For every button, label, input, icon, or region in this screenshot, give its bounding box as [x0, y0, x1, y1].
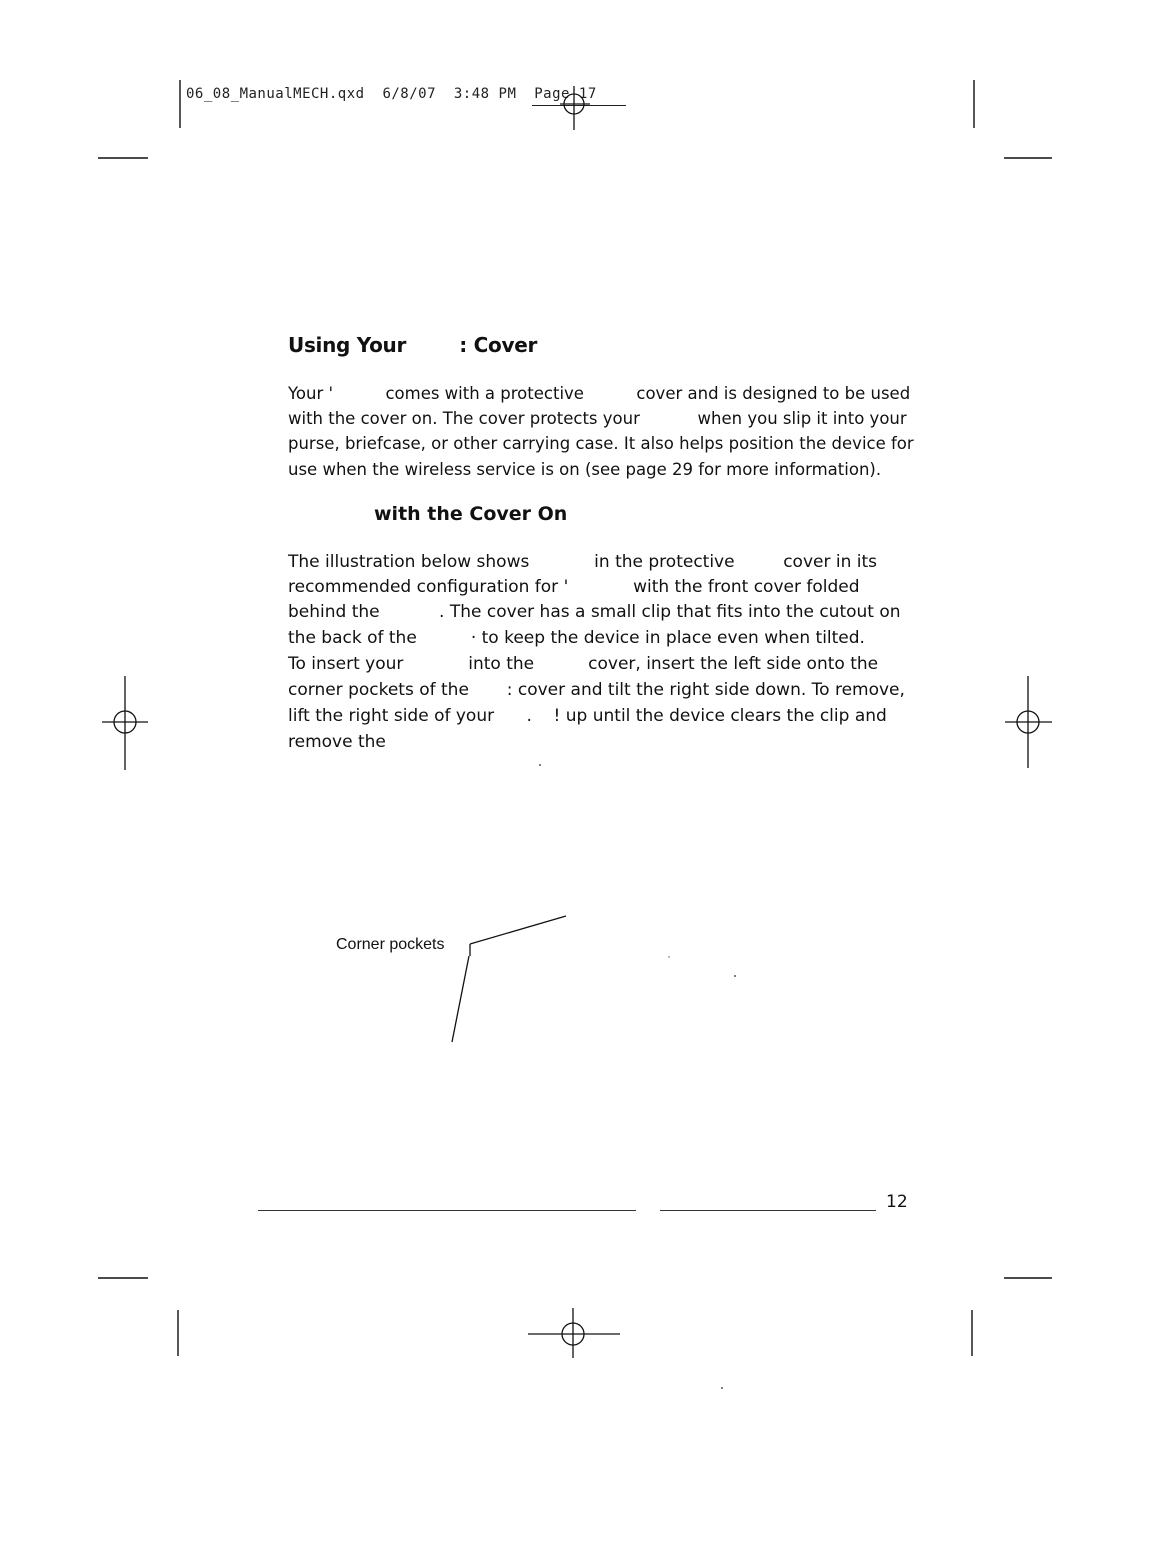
- registration-mark-left: [102, 676, 148, 770]
- subheading: with the Cover On: [374, 503, 568, 525]
- slug-file: 06_08_ManualMECH.qxd: [186, 86, 365, 102]
- slug-time: 3:48 PM: [453, 86, 517, 102]
- footer-rule-right: [660, 1210, 876, 1211]
- paragraph-line: lift the right side of your . ! up until the device clears the clip and: [288, 706, 887, 726]
- paragraph-line: corner pockets of the : cover and tilt the right side down. To remove,: [288, 680, 905, 700]
- paragraph-line: To insert your into the cover, insert the left side onto the: [288, 654, 879, 674]
- page-number: 12: [886, 1192, 908, 1212]
- paragraph-line: The illustration below shows in the protective cover in its: [288, 552, 878, 572]
- scan-specks: [539, 764, 736, 1389]
- paragraph-line: use when the wireless service is on (see page 29 for more information).: [288, 460, 882, 479]
- corner-pockets-label: Corner pockets: [336, 936, 445, 953]
- registration-mark-right: [1005, 676, 1052, 768]
- paragraph-line: the back of the · to keep the device in place even when tilted.: [288, 628, 865, 648]
- corner-pockets-leader-lines: [452, 916, 566, 1042]
- slug-date: 6/8/07: [382, 86, 437, 102]
- footer-rule-left: [258, 1210, 636, 1211]
- paragraph-line: remove the: [288, 732, 386, 752]
- registration-mark-top: [560, 86, 590, 130]
- section-title: Using Your : Cover: [288, 333, 538, 357]
- paragraph-line: with the cover on. The cover protects your when you slip it into your: [288, 409, 907, 428]
- paragraph-line: Your ' comes with a protective cover and is designed to be used: [288, 384, 911, 403]
- registration-mark-bottom: [528, 1308, 620, 1358]
- paragraph-line: purse, briefcase, or other carrying case. It also helps position the device for: [288, 434, 914, 453]
- paragraph-line: behind the . The cover has a small clip that fits into the cutout on: [288, 602, 901, 622]
- paragraph-line: recommended configuration for ' with the front cover folded: [288, 577, 860, 597]
- slug-page: Page 17: [534, 86, 597, 102]
